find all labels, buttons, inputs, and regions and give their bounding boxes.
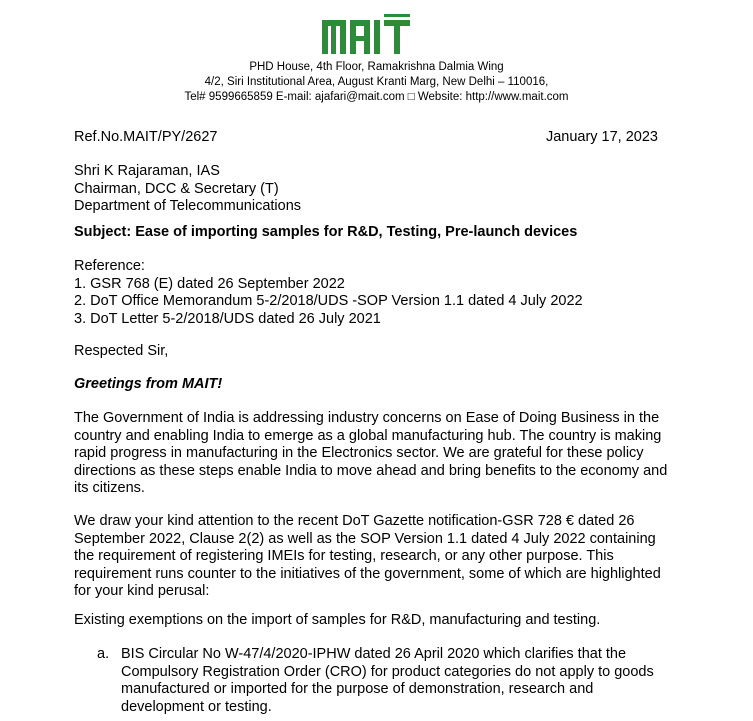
paragraph-industry-concerns xyxy=(74,410,678,498)
list-line: manufactured or imported for the purpose of demonstration, research and xyxy=(121,681,594,697)
reference-number: Ref.No.MAIT/PY/2627 xyxy=(74,129,218,145)
reference-item: 2. DoT Office Memorandum 5-2/2018/UDS -SOP Version 1.1 dated 4 July 2022 xyxy=(74,293,583,309)
paragraph-imei-requirement xyxy=(74,513,678,601)
addressee-title: Chairman, DCC & Secretary (T) xyxy=(74,180,279,197)
list-item-text xyxy=(121,646,677,716)
subject-line: Subject: Ease of importing samples for R&D, Testing, Pre-launch devices xyxy=(74,224,578,240)
greeting: Greetings from MAIT! xyxy=(74,376,223,392)
letterhead-contact-line: Tel# 9599665859 E-mail: ajafari@mait.com □ Website: http://www.mait.com xyxy=(184,91,569,103)
paragraph-line: requirement runs counter to the initiatives of the government, some of which are highlighted xyxy=(74,565,661,582)
list-line: BIS Circular No W-47/4/2020-IPHW dated 26 April 2020 which clarifies that the xyxy=(121,646,627,662)
paragraph-line: for your kind perusal: xyxy=(74,583,210,599)
reference-item: 3. DoT Letter 5-2/2018/UDS dated 26 July 2021 xyxy=(74,310,381,327)
reference-item: 1. GSR 768 (E) dated 26 September 2022 xyxy=(74,275,345,292)
letterhead-address-line-2: 4/2, Siri Institutional Area, August Kranti Marg, New Delhi – 110016, xyxy=(204,76,549,88)
paragraph-line: September 2022, Clause 2(2) as well as the SOP Version 1.1 dated 4 July 2022 containing xyxy=(74,530,656,547)
list-marker: a. xyxy=(97,646,110,662)
paragraph-line: We draw your kind attention to the recent DoT Gazette notification-GSR 728 € dated 26 xyxy=(74,513,635,529)
addressee-block xyxy=(74,163,301,216)
paragraph-line: the requirement of registering IMEIs for testing, research, or any other purpose. This xyxy=(74,548,614,564)
paragraph-line: country and enabling India to emerge as a global manufacturing hub. The country is making xyxy=(74,427,662,444)
references-heading: Reference: xyxy=(74,258,145,274)
paragraph-line: its citizens. xyxy=(74,480,145,496)
letterhead-address-line-1: PHD House, 4th Floor, Ramakrishna Dalmia Wing xyxy=(249,61,504,73)
paragraph-line: rapid progress in manufacturing in the Electronics sector. We are grateful for these policy xyxy=(74,445,644,461)
paragraph-existing-exemptions: Existing exemptions on the import of samples for R&D, manufacturing and testing. xyxy=(74,612,601,628)
paragraph-line: The Government of India is addressing industry concerns on Ease of Doing Business in the xyxy=(74,410,660,426)
mait-logo xyxy=(320,14,412,56)
addressee-department: Department of Telecommunications xyxy=(74,198,302,214)
letter-date: January 17, 2023 xyxy=(545,129,658,145)
list-line: development or testing. xyxy=(121,698,272,715)
list-line: Compulsory Registration Order (CRO) for product categories do not apply to goods xyxy=(121,663,654,680)
addressee-name: Shri K Rajaraman, IAS xyxy=(74,163,220,179)
mait-logo-graphic xyxy=(320,14,412,56)
paragraph-line: directions as these steps enable India to move ahead and bring benefits to the economy and xyxy=(74,462,668,479)
salutation: Respected Sir, xyxy=(74,343,169,359)
references-block xyxy=(74,258,583,328)
